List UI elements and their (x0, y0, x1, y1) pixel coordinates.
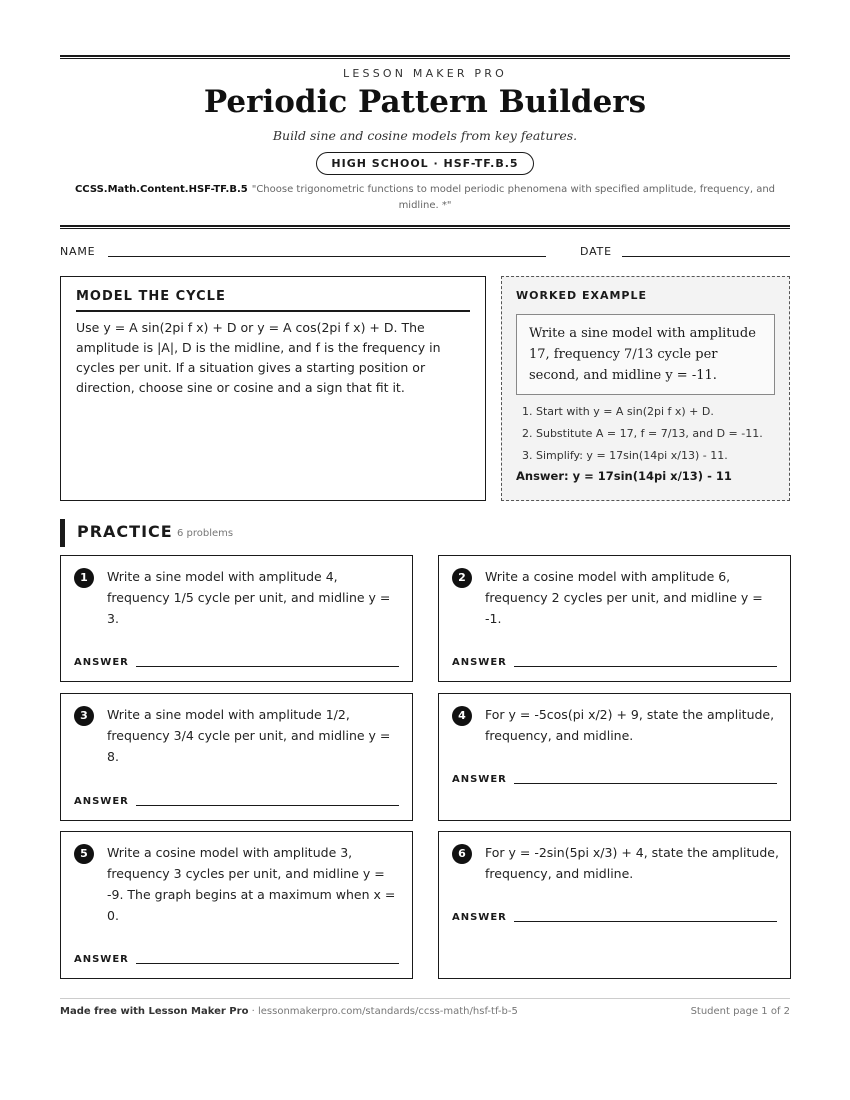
answer-line[interactable] (514, 921, 777, 922)
grade-standard-badge: HIGH SCHOOL · HSF-TF.B.5 (316, 152, 533, 175)
problem-text: Write a sine model with amplitude 4, frequency 1/5 cycle per unit, and midline y = 3. (107, 569, 391, 626)
problem-text: For y = -2sin(5pi x/3) + 4, state the amplitude, frequency, and midline. (485, 845, 779, 881)
answer-label: ANSWER (74, 954, 129, 965)
date-field-line[interactable] (622, 256, 790, 257)
model-box-title: MODEL THE CYCLE (76, 289, 470, 312)
standard-description (70, 182, 780, 214)
problem-number: 6 (452, 844, 472, 864)
model-the-cycle-box (60, 276, 486, 501)
problem-card (438, 693, 791, 821)
problem-text: For y = -5cos(pi x/2) + 9, state the amplitude, frequency, and midline. (485, 707, 775, 743)
answer-label: ANSWER (452, 657, 507, 668)
footer-page-number: Student page 1 of 2 (690, 1006, 790, 1017)
page-title: Periodic Pattern Builders (203, 84, 647, 120)
worked-example-steps (516, 401, 775, 467)
answer-line[interactable] (514, 666, 777, 667)
practice-header (60, 519, 790, 547)
problem-text: Write a cosine model with amplitude 3, frequency 3 cycles per unit, and midline y = -9. The graph begins at a maximum when x = 0. (107, 845, 396, 923)
problem-number: 4 (452, 706, 472, 726)
worked-example-box (501, 276, 790, 501)
problem-card (438, 831, 791, 979)
problem-number: 5 (74, 844, 94, 864)
problem-number: 1 (74, 568, 94, 588)
answer-label: ANSWER (74, 796, 129, 807)
page-subtitle: Build sine and cosine models from key features. (272, 128, 578, 143)
problem-card (60, 555, 413, 682)
answer-line[interactable] (136, 805, 399, 806)
problem-text: Write a sine model with amplitude 1/2, frequency 3/4 cycle per unit, and midline y = 8. (107, 707, 391, 764)
answer-line[interactable] (136, 963, 399, 964)
worked-example-title: WORKED EXAMPLE (516, 289, 647, 302)
worked-step: 2. Substitute A = 17, f = 7/13, and D = -11. (522, 427, 763, 440)
grade-badge-wrap (60, 152, 790, 175)
name-date-row (60, 245, 790, 261)
standard-code: CCSS.Math.Content.HSF-TF.B.5 (74, 184, 248, 195)
practice-title: PRACTICE (77, 522, 173, 541)
answer-line[interactable] (514, 783, 777, 784)
answer-label: ANSWER (452, 774, 507, 785)
answer-label: ANSWER (74, 657, 129, 668)
standard-text: "Choose trigonometric functions to model periodic phenomena with specified amplitude, frequency, and midline. *" (251, 184, 776, 211)
problem-card (438, 555, 791, 682)
problem-text: Write a cosine model with amplitude 6, frequency 2 cycles per unit, and midline y = -1. (485, 569, 763, 626)
worked-step: 3. Simplify: y = 17sin(14pi x/13) - 11. (522, 449, 728, 462)
problem-number: 2 (452, 568, 472, 588)
top-double-rule (60, 55, 790, 59)
date-label: DATE (580, 245, 612, 258)
brand-name: LESSON MAKER PRO (343, 67, 507, 80)
worked-step: 1. Start with y = A sin(2pi f x) + D. (522, 405, 714, 418)
worked-example-question: Write a sine model with amplitude 17, frequency 7/13 cycle per second, and midline y = -11. (516, 314, 775, 395)
worked-example-answer: Answer: y = 17sin(14pi x/13) - 11 (516, 469, 732, 483)
problem-card (60, 831, 413, 979)
footer-credit (60, 1006, 518, 1017)
header-bottom-rule (60, 225, 790, 229)
footer-divider (60, 998, 790, 999)
answer-line[interactable] (136, 666, 399, 667)
problem-number: 3 (74, 706, 94, 726)
problem-card (60, 693, 413, 821)
name-field-line[interactable] (108, 256, 546, 257)
footer-made-with: Made free with Lesson Maker Pro (60, 1006, 249, 1017)
name-label: NAME (60, 245, 96, 258)
answer-label: ANSWER (452, 912, 507, 923)
practice-count: 6 problems (177, 528, 234, 539)
model-box-body: Use y = A sin(2pi f x) + D or y = A cos(2pi f x) + D. The amplitude is |A|, D is the midline, and f is the frequency in cycles per unit. If a situation gives a starting position or direction, choose sine or cosine and a sign that fit it. (76, 320, 441, 395)
footer-url[interactable]: · lessonmakerpro.com/standards/ccss-math/hsf-tf-b-5 (248, 1006, 518, 1017)
practice-accent-bar (60, 519, 65, 547)
